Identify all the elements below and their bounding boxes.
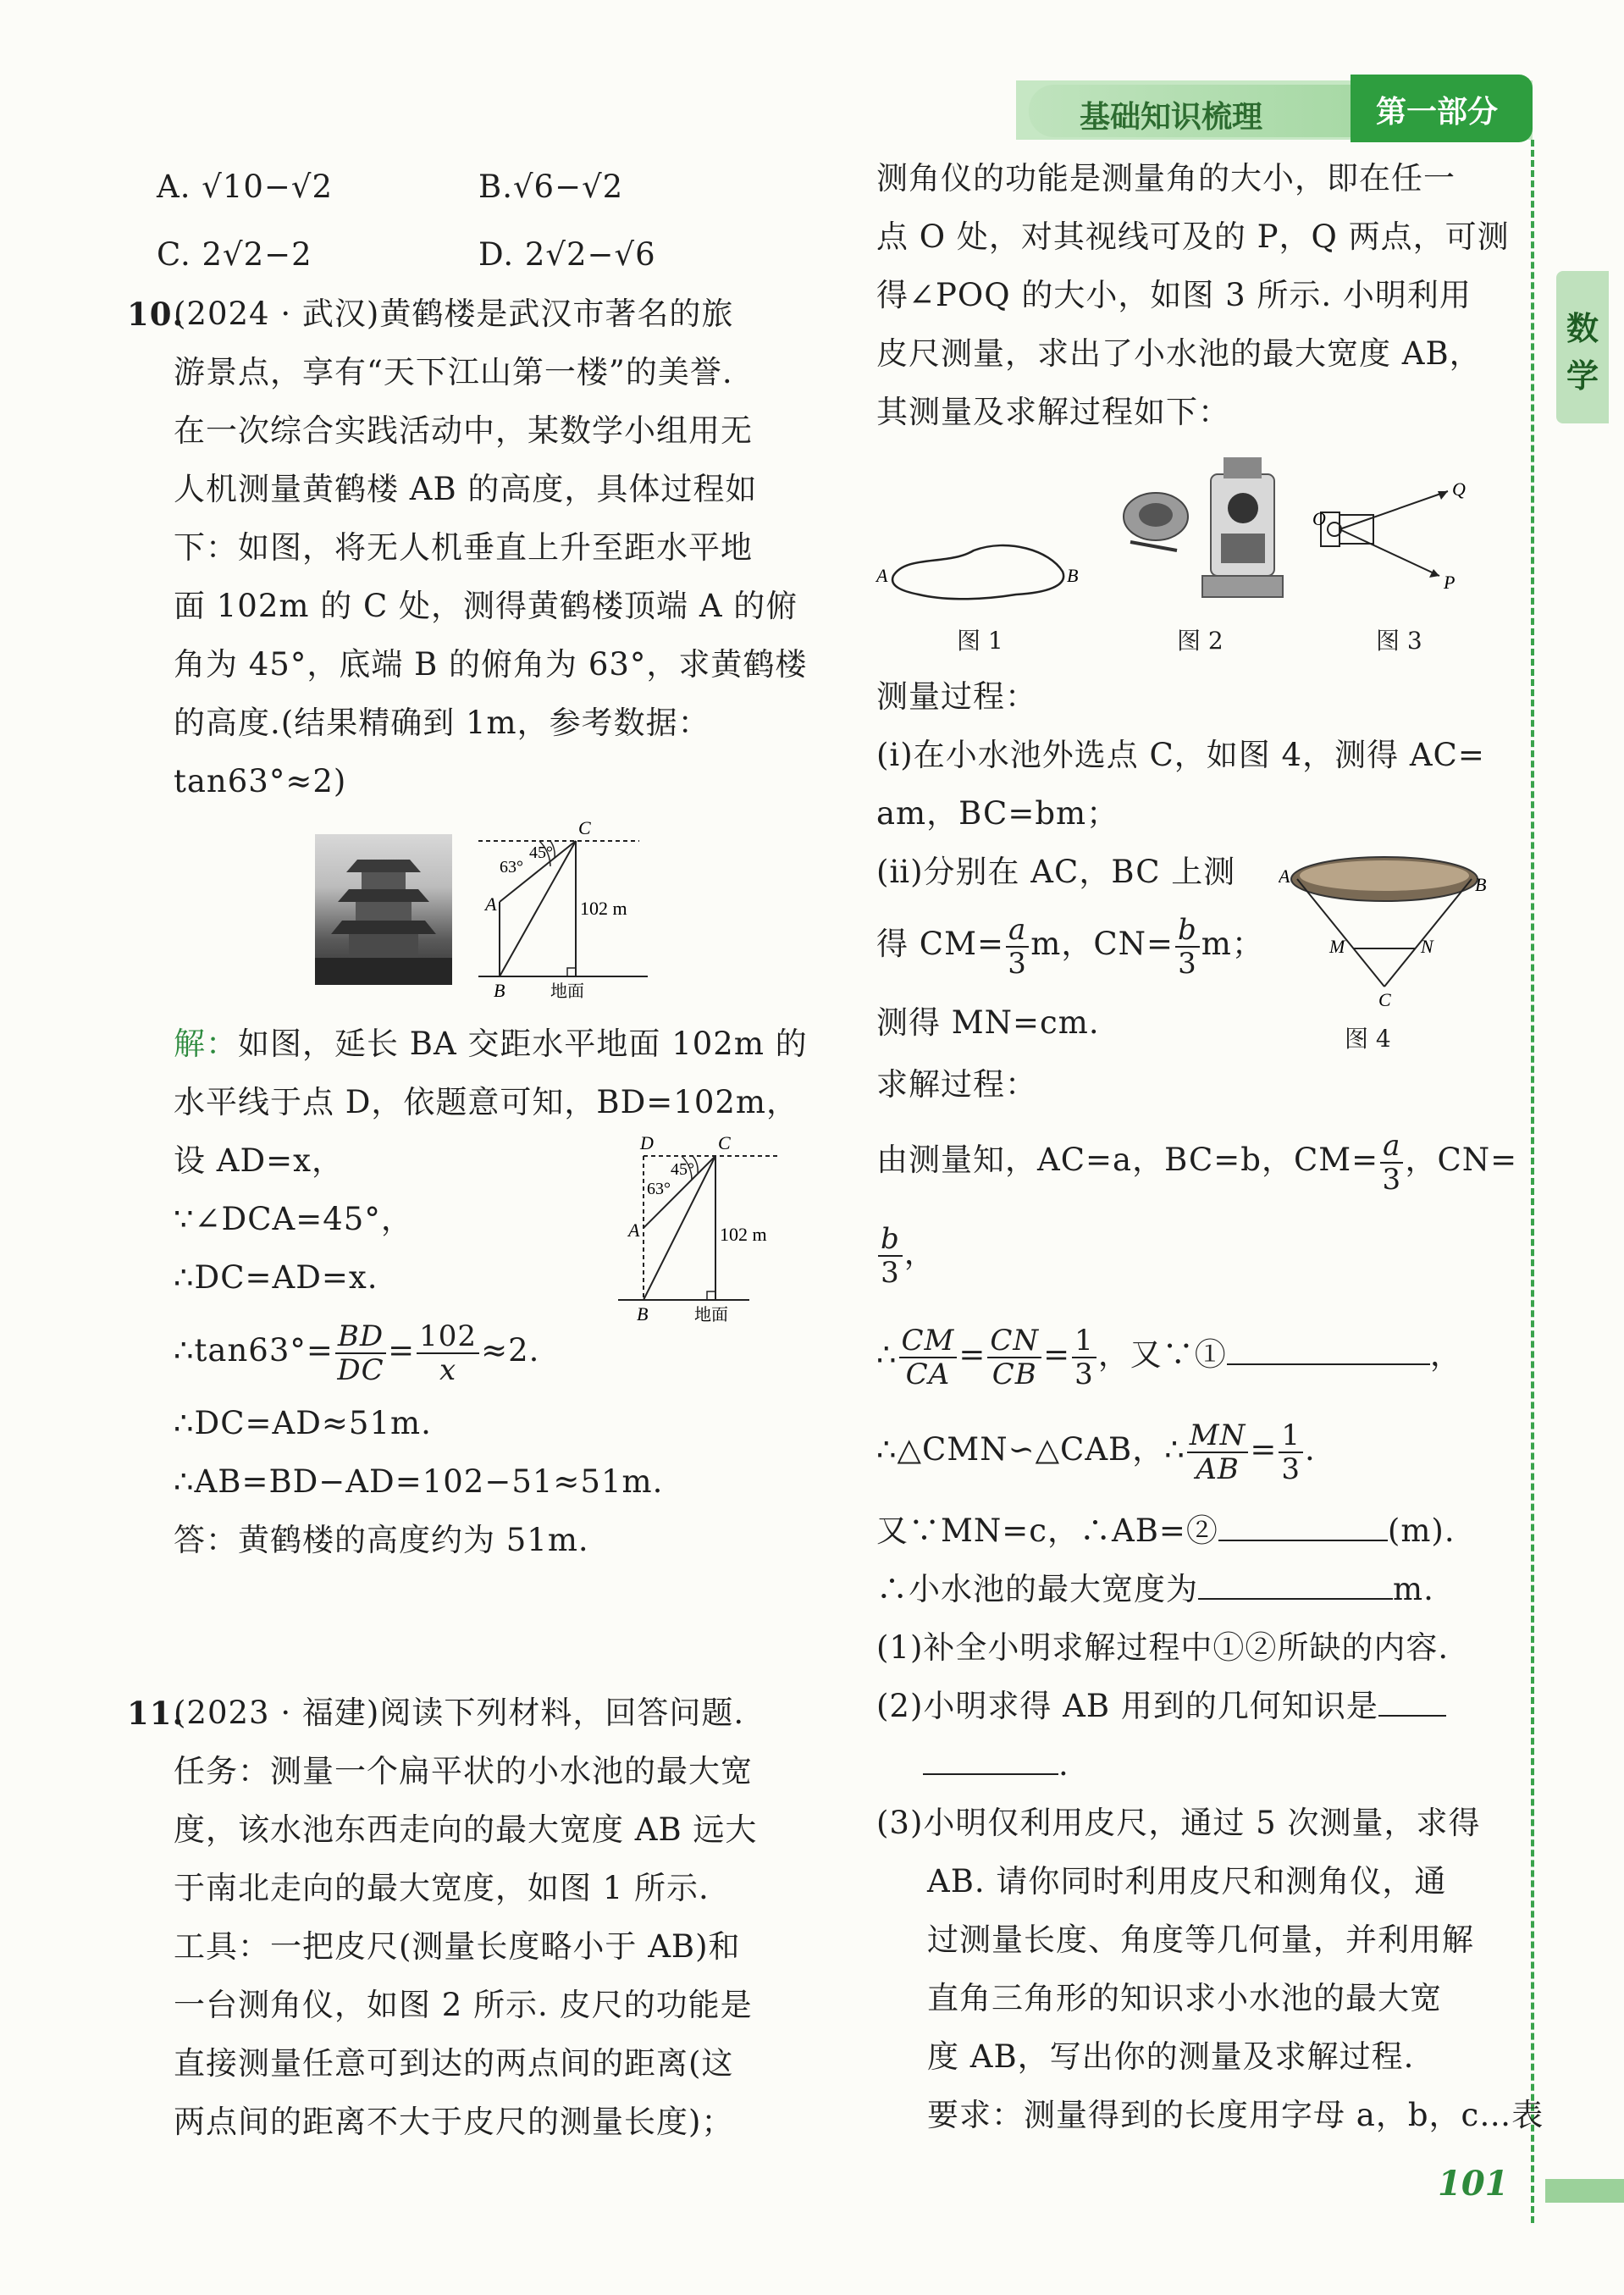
- label-o: O: [1312, 508, 1326, 529]
- ask-1: (1)补全小明求解过程中①②所缺的内容.: [876, 1629, 1450, 1666]
- fig4-pond: [1279, 847, 1490, 1008]
- solve-title: 求解过程：: [876, 1066, 1037, 1103]
- q11-line: 一台测角仪，如图 2 所示. 皮尺的功能是: [174, 1987, 753, 2023]
- ground-label: 地面: [694, 1306, 728, 1324]
- label-b: B: [1475, 874, 1487, 895]
- solution-line: ∴DC=AD=x.: [174, 1259, 378, 1296]
- subject-tab: [1556, 271, 1609, 423]
- q10-line: 下：如图，将无人机垂直上升至距水平地: [174, 529, 753, 566]
- q11-line: 直接测量任意可到达的两点间的距离(这: [174, 2045, 734, 2082]
- ask-2-continued: .: [923, 1745, 1069, 1784]
- margin-dashed-line: [1531, 140, 1534, 2223]
- measure-title: 测量过程：: [876, 678, 1037, 715]
- q10-line: 角为 45°，底端 B 的俯角为 63°，求黄鹤楼: [174, 646, 808, 683]
- fig2-tools: [1118, 457, 1321, 614]
- ask-3-line: AB. 请你同时利用皮尺和测角仪，通: [927, 1863, 1447, 1900]
- q10-line: 的高度.(结果精确到 1m，参考数据：: [174, 705, 710, 741]
- fig2-caption: 图 2: [1177, 627, 1224, 655]
- page-band: [1545, 2179, 1624, 2203]
- q11-line: 两点间的距离不大于皮尺的测量长度)；: [174, 2104, 734, 2140]
- angle-45: 45°: [529, 843, 553, 862]
- subject-label: 数学: [1566, 310, 1599, 395]
- q11-right-line: 测角仪的功能是测量角的大小，即在任一: [876, 160, 1456, 196]
- label-b: B: [1067, 565, 1079, 586]
- q11-right-line: 点 O 处，对其视线可及的 P，Q 两点，可测: [876, 218, 1510, 255]
- ground-label: 地面: [550, 982, 584, 1001]
- q11-right-line: 得∠POQ 的大小，如图 3 所示. 小明利用: [876, 277, 1472, 313]
- q11-line: (2023 · 福建)阅读下列材料，回答问题.: [174, 1695, 745, 1731]
- q11-line: 任务：测量一个扁平状的小水池的最大宽: [174, 1753, 753, 1789]
- label-q: Q: [1452, 478, 1466, 500]
- label-a: A: [485, 893, 497, 915]
- angle-45: 45°: [671, 1160, 694, 1179]
- q10-line: tan63°≈2): [174, 763, 347, 799]
- solve-line-6: ∴小水池的最大宽度为 m.: [876, 1571, 1434, 1607]
- solution-line: 解：如图，延长 BA 交距水平地面 102m 的: [174, 1026, 808, 1062]
- fig3-theodolite: [1304, 466, 1473, 610]
- measure-step-2: (ⅱ)分别在 AC，BC 上测: [876, 854, 1236, 890]
- angle-63: 63°: [500, 858, 523, 877]
- fig4-caption: 图 4: [1345, 1025, 1391, 1053]
- height-label: 102 m: [580, 898, 627, 919]
- choice-a: A. √10−√2: [157, 169, 334, 205]
- label-a: A: [876, 565, 888, 586]
- measure-step-1: (ⅰ)在小水池外选点 C，如图 4，测得 AC=: [876, 737, 1485, 773]
- label-p: P: [1444, 572, 1456, 593]
- solution-line: 设 AD=x，: [174, 1142, 345, 1179]
- tower-photo: [315, 834, 452, 985]
- q10-line: 在一次综合实践活动中，某数学小组用无: [174, 412, 753, 449]
- height-label: 102 m: [720, 1224, 767, 1245]
- part-title: 第一部分: [1376, 95, 1499, 130]
- q10-line: 游景点，享有“天下江山第一楼”的美誉.: [174, 354, 733, 390]
- q10-line: 面 102m 的 C 处，测得黄鹤楼顶端 A 的俯: [174, 588, 798, 624]
- solution-line: ∴DC=AD≈51m.: [174, 1405, 432, 1441]
- solution-line: 水平线于点 D，依题意可知，BD=102m，: [174, 1084, 798, 1120]
- part-badge: [1351, 75, 1533, 142]
- label-c: C: [1378, 989, 1391, 1008]
- label-a: A: [628, 1219, 640, 1241]
- label-d: D: [640, 1132, 654, 1153]
- fig3-caption: 图 3: [1376, 627, 1422, 655]
- measure-step-3: 测得 MN=cm.: [876, 1004, 1100, 1041]
- solve-line-3: ∴ $\frac{CM}{CA}$ = $\frac{CN}{CB}$ = $\frac{1}{3}$ ，又∵① ，: [876, 1323, 1462, 1391]
- q11-right-line: 其测量及求解过程如下：: [876, 394, 1230, 430]
- label-a: A: [1279, 865, 1290, 887]
- q11-line: 度，该水池东西走向的最大宽度 AB 远大: [174, 1811, 758, 1848]
- label-b: B: [494, 980, 505, 1001]
- solve-line-5: 又∵MN=c，∴AB=② (m).: [876, 1512, 1456, 1549]
- ask-3-line: (3)小明仅利用皮尺，通过 5 次测量，求得: [876, 1805, 1481, 1841]
- ask-3-line: 度 AB，写出你的测量及求解过程.: [927, 2038, 1415, 2075]
- ask-3-line: 直角三角形的知识求小水池的最大宽: [927, 1980, 1442, 2016]
- ask-2: (2)小明求得 AB 用到的几何知识是: [876, 1687, 1446, 1726]
- solution-line: ∵∠DCA=45°，: [174, 1201, 413, 1237]
- label-c: C: [578, 817, 591, 838]
- choice-d: D. 2√2−√6: [478, 236, 656, 273]
- page-number: 101: [1438, 2164, 1509, 2204]
- choice-b: B.√6−√2: [478, 169, 624, 205]
- choice-c: C. 2√2−2: [157, 236, 312, 273]
- solution-line: 答：黄鹤楼的高度约为 51m.: [174, 1522, 589, 1558]
- ask-3-line: 要求：测量得到的长度用字母 a，b，c…表: [927, 2097, 1544, 2133]
- solve-line-4: ∴△CMN∽△CAB，∴ $\frac{MN}{AB}$ = $\frac{1}{3}$ .: [876, 1418, 1316, 1486]
- label-m: M: [1329, 936, 1345, 957]
- section-title: 基础知识梳理: [1080, 100, 1263, 135]
- measure-step-1b: am，BC=bm；: [876, 795, 1119, 832]
- q10-figure: [470, 817, 682, 1004]
- measure-step-2b: 得 CM= $\frac{a}{3}$ m，CN= $\frac{b}{3}$ m；: [876, 912, 1264, 981]
- solution-line: ∴AB=BD−AD=102−51≈51m.: [174, 1463, 664, 1500]
- q10-number: 10.: [127, 296, 185, 333]
- q11-number: 11.: [127, 1695, 185, 1732]
- fig1-pond: [872, 525, 1092, 618]
- solve-line-2: $\frac{b}{3}$ ，: [876, 1219, 936, 1287]
- solution-lead: 解：: [174, 1026, 238, 1062]
- fig1-caption: 图 1: [957, 627, 1003, 655]
- q11-right-line: 皮尺测量，求出了小水池的最大宽度 AB，: [876, 335, 1482, 372]
- label-c: C: [718, 1132, 731, 1153]
- label-b: B: [637, 1303, 649, 1324]
- q10-line: 人机测量黄鹤楼 AB 的高度，具体过程如: [174, 471, 758, 507]
- q11-line: 工具：一把皮尺(测量长度略小于 AB)和: [174, 1928, 741, 1965]
- q11-line: 于南北走向的最大宽度，如图 1 所示.: [174, 1870, 710, 1906]
- solution-tan-line: ∴tan63°= $\frac{BD}{DC}$ = $\frac{102}{x}$ ≈2.: [174, 1319, 540, 1387]
- ask-3-line: 过测量长度、角度等几何量，并利用解: [927, 1922, 1474, 1958]
- q10-line: (2024 · 武汉)黄鹤楼是武汉市著名的旅: [174, 296, 734, 332]
- angle-63: 63°: [647, 1180, 671, 1198]
- solve-line-1: 由测量知，AC=a，BC=b，CM= $\frac{a}{3}$ ，CN=: [876, 1128, 1518, 1197]
- solution-figure: [610, 1131, 804, 1334]
- section-banner: [1029, 85, 1351, 137]
- label-n: N: [1421, 936, 1433, 957]
